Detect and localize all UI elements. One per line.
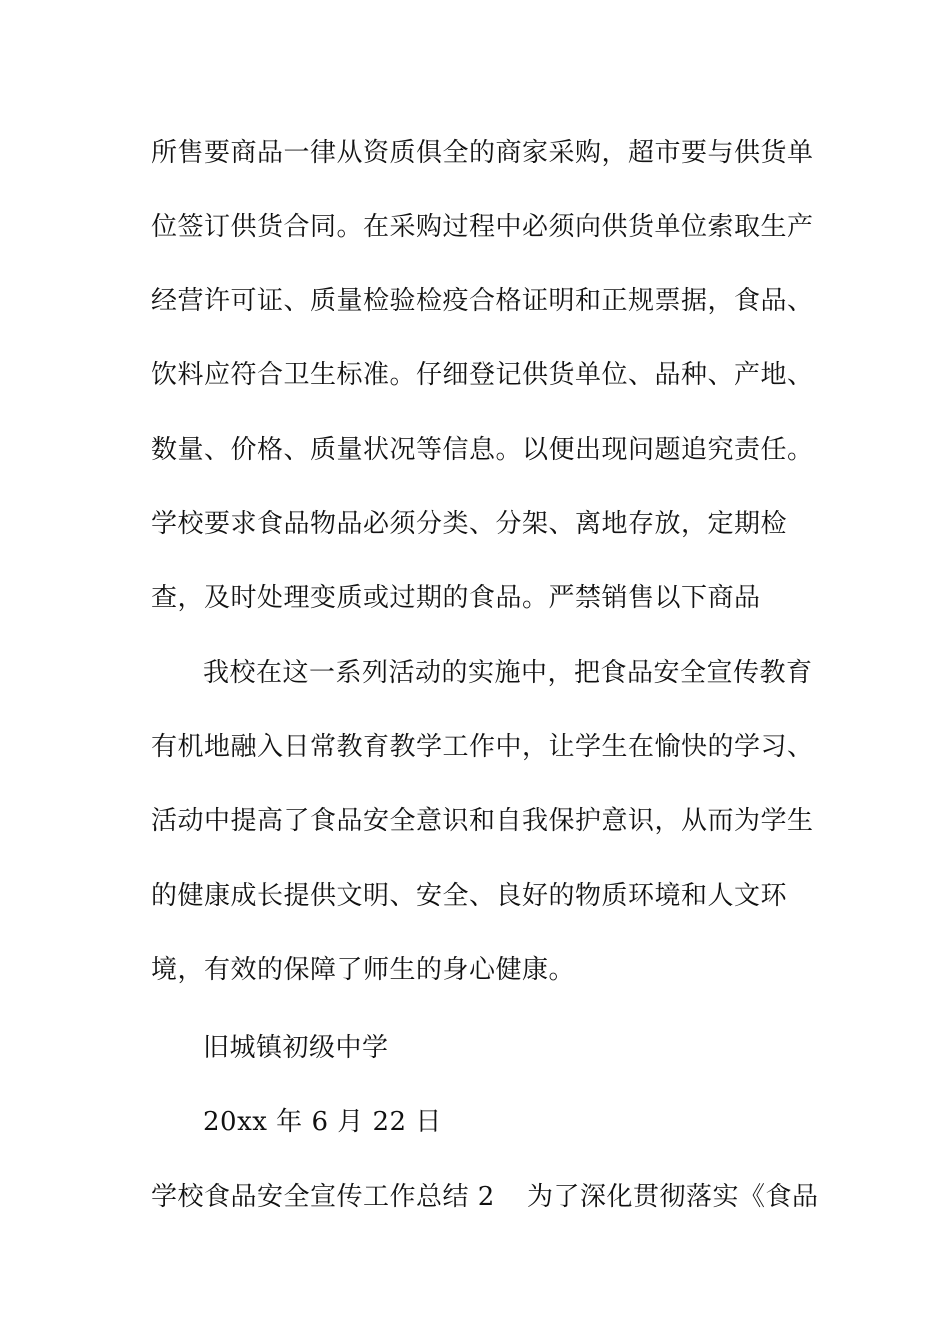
paragraph-1-line-3: 经营许可证、质量检验检疫合格证明和正规票据，食品、 xyxy=(151,286,814,316)
paragraph-2-line-5: 境，有效的保障了师生的身心健康。 xyxy=(151,955,576,985)
paragraph-1-line-4: 饮料应符合卫生标准。仔细登记供货单位、品种、产地、 xyxy=(151,360,814,390)
signature-date: 20xx 年 6 月 22 日 xyxy=(203,1107,442,1137)
paragraph-1-line-6: 学校要求食品物品必须分类、分架、离地存放，定期检 xyxy=(151,509,788,539)
next-section-title: 学校食品安全宣传工作总结 2 xyxy=(151,1182,495,1212)
paragraph-2-line-1: 我校在这一系列活动的实施中，把食品安全宣传教育 xyxy=(203,658,813,688)
paragraph-2-line-2: 有机地融入日常教育教学工作中，让学生在愉快的学习、 xyxy=(151,732,814,762)
paragraph-1-line-2: 位签订供货合同。在采购过程中必须向供货单位索取生产 xyxy=(151,212,814,242)
paragraph-2-line-4: 的健康成长提供文明、安全、良好的物质环境和人文环 xyxy=(151,881,788,911)
paragraph-1-line-1: 所售要商品一律从资质俱全的商家采购，超市要与供货单 xyxy=(151,138,814,168)
next-section-text: 为了深化贯彻落实《食品 xyxy=(527,1182,819,1212)
signature-school: 旧城镇初级中学 xyxy=(203,1033,389,1063)
paragraph-1-line-5: 数量、价格、质量状况等信息。以便出现问题追究责任。 xyxy=(151,435,814,465)
paragraph-1-line-7: 查，及时处理变质或过期的食品。严禁销售以下商品 xyxy=(151,583,761,613)
paragraph-2-line-3: 活动中提高了食品安全意识和自我保护意识，从而为学生 xyxy=(151,806,814,836)
